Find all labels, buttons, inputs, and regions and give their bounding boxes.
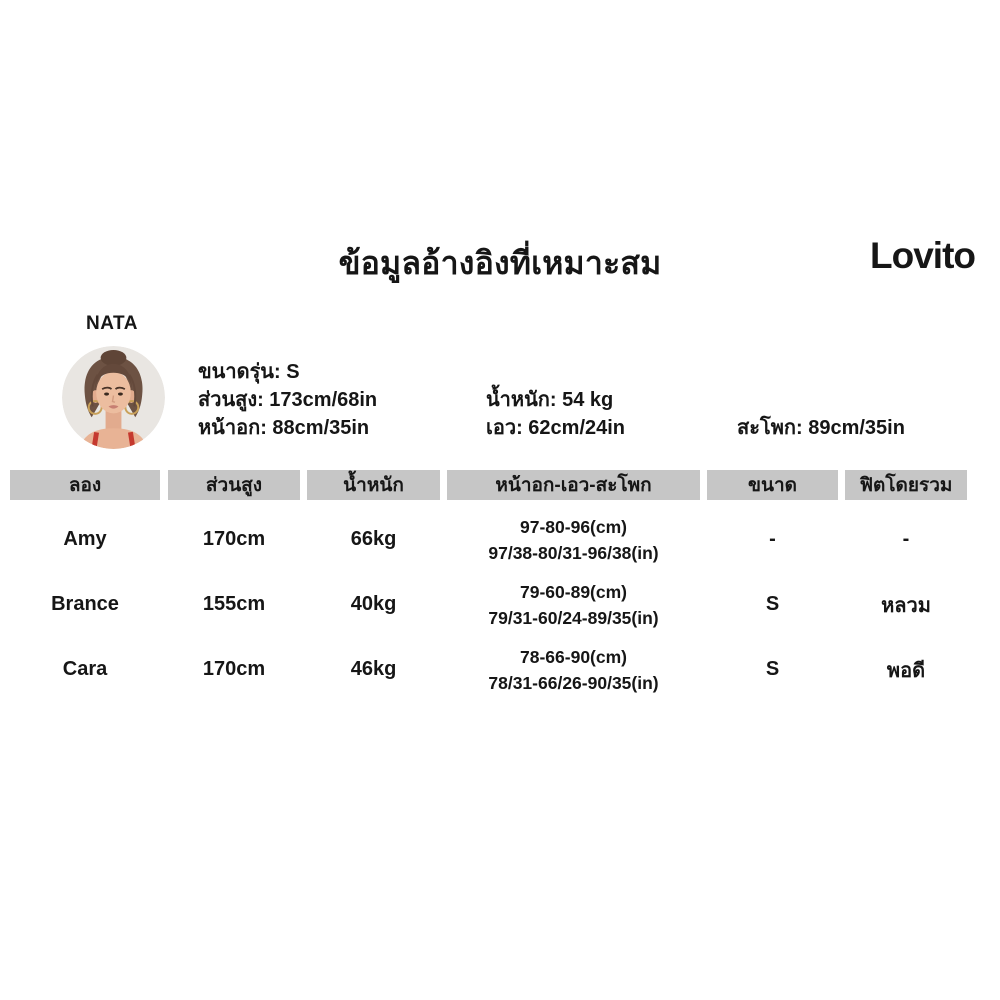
measurements-in: 79/31-60/24-89/35(in) — [488, 607, 659, 628]
tester-name-cell: Cara — [62, 658, 108, 680]
model-hip: สะโพก: 89cm/35in — [737, 417, 905, 439]
brand-logo: Lovito — [870, 235, 975, 276]
model-info-primary — [198, 358, 377, 442]
size-table-header — [10, 470, 967, 500]
header-cell-weight: น้ำหนัก — [307, 470, 440, 500]
table-row — [10, 507, 967, 572]
size-cell: S — [765, 658, 780, 680]
measurements-cell — [447, 637, 700, 702]
height-cell: 170cm — [202, 658, 266, 680]
model-bust: หน้าอก: 88cm/35in — [198, 417, 370, 439]
model-height: ส่วนสูง: 173cm/68in — [198, 389, 378, 411]
size-table-body — [10, 507, 967, 702]
model-name: NATA — [86, 313, 138, 334]
weight-cell: 40kg — [350, 593, 397, 615]
measurements-cell — [447, 572, 700, 637]
header-cell-size: ขนาด — [707, 470, 838, 500]
table-row — [10, 637, 967, 702]
weight-cell: 46kg — [350, 658, 397, 680]
header-cell-tester: ลอง — [10, 470, 160, 500]
measurements-cm: 97-80-96(cm) — [520, 516, 627, 537]
measurements-cm: 78-66-90(cm) — [520, 646, 627, 667]
height-cell: 170cm — [202, 528, 266, 550]
measurements-in: 78/31-66/26-90/35(in) — [488, 672, 659, 693]
weight-cell: 66kg — [350, 528, 397, 550]
header-cell-measurements: หน้าอก-เอว-สะโพก — [447, 470, 700, 500]
model-info-secondary — [486, 386, 625, 442]
size-cell: S — [765, 593, 780, 615]
fit-cell: - — [902, 528, 910, 550]
header-cell-fit: ฟิตโดยรวม — [845, 470, 967, 500]
measurements-cell — [447, 507, 700, 572]
model-weight: น้ำหนัก: 54 kg — [486, 389, 614, 411]
fit-cell: หลวม — [881, 594, 931, 617]
model-waist: เอว: 62cm/24in — [486, 417, 626, 439]
model-size: ขนาดรุ่น: S — [198, 361, 300, 383]
tester-name-cell: Brance — [51, 593, 119, 615]
height-cell: 155cm — [202, 593, 266, 615]
model-avatar — [62, 346, 165, 449]
model-info-tertiary — [737, 414, 905, 442]
page-title: ข้อมูลอ้างอิงที่เหมาะสม — [338, 245, 662, 281]
model-photo-icon — [62, 346, 165, 449]
tester-name-cell: Amy — [63, 528, 107, 550]
fit-cell: พอดี — [886, 659, 926, 682]
measurements-in: 97/38-80/31-96/38(in) — [488, 542, 659, 563]
measurements-cm: 79-60-89(cm) — [520, 581, 627, 602]
header-cell-height: ส่วนสูง — [168, 470, 300, 500]
size-cell: - — [769, 528, 776, 550]
table-row — [10, 572, 967, 637]
